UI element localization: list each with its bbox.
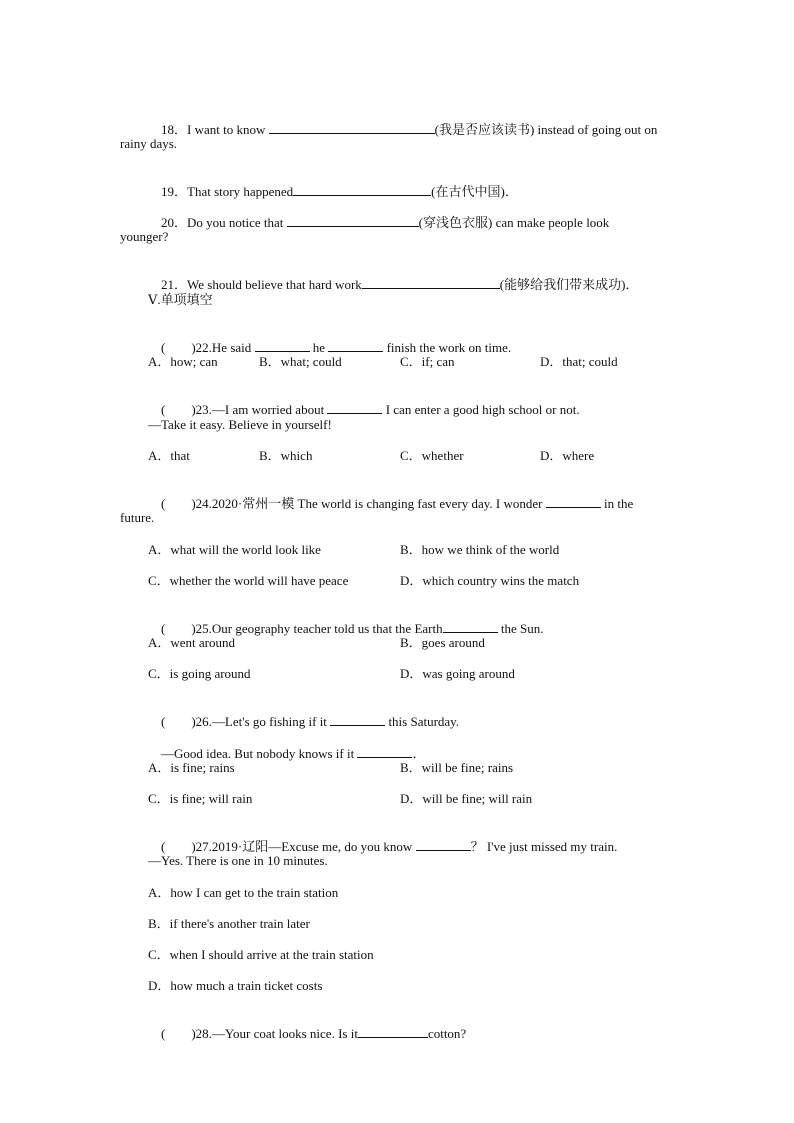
question-24 bbox=[148, 479, 633, 528]
question-text: That story happened bbox=[187, 184, 294, 199]
answer-blank[interactable] bbox=[293, 183, 431, 196]
chinese-hint: (穿浅色衣服) bbox=[418, 215, 493, 230]
option-c[interactable]: C．is fine; will rain bbox=[148, 791, 253, 806]
question-continuation: future. bbox=[120, 510, 155, 525]
question-number: 19． bbox=[161, 184, 188, 199]
option-c[interactable]: C．whether the world will have peace bbox=[148, 573, 349, 588]
option-d[interactable]: D．was going around bbox=[400, 666, 515, 681]
answer-paren[interactable]: ( ) bbox=[161, 340, 196, 355]
option-a[interactable]: A．how; can bbox=[148, 354, 218, 369]
question-text: 24.2020·常州一模 The world is changing fast every day. I wonder bbox=[195, 496, 546, 511]
option-c[interactable]: C．if; can bbox=[400, 354, 455, 369]
answer-blank bbox=[255, 339, 310, 352]
answer-paren[interactable]: ( ) bbox=[161, 402, 196, 417]
question-number: 18． bbox=[161, 122, 188, 137]
option-b[interactable]: B．if there's another train later bbox=[148, 916, 310, 931]
answer-blank bbox=[327, 401, 382, 414]
reply-text: ． bbox=[412, 746, 426, 761]
option-a[interactable]: A．that bbox=[148, 448, 190, 463]
question-21 bbox=[148, 260, 638, 309]
answer-blank bbox=[358, 1025, 428, 1038]
dialogue-reply: —Take it easy. Believe in yourself! bbox=[148, 417, 332, 432]
option-c[interactable]: C．is going around bbox=[148, 666, 251, 681]
answer-blank bbox=[416, 838, 471, 851]
answer-blank[interactable] bbox=[362, 276, 500, 289]
question-text: 28.—Your coat looks nice. Is it bbox=[195, 1026, 358, 1041]
question-text: 26.—Let's go fishing if it bbox=[195, 714, 331, 729]
answer-blank[interactable] bbox=[287, 214, 419, 227]
question-text: 22.He said bbox=[195, 340, 255, 355]
question-text: 25.Our geography teacher told us that the Earth bbox=[195, 621, 443, 636]
chinese-hint: (在古代中国)． bbox=[431, 184, 518, 199]
question-18 bbox=[148, 105, 657, 154]
option-a[interactable]: A．how I can get to the train station bbox=[148, 885, 339, 900]
section-heading: Ⅴ.单项填空 bbox=[148, 292, 213, 307]
question-continuation: rainy days. bbox=[120, 136, 178, 151]
chinese-hint: (我是否应该读书) bbox=[434, 122, 535, 137]
reply-text: —Good idea. But nobody knows if it bbox=[161, 746, 358, 761]
question-text: We should believe that hard work bbox=[187, 277, 362, 292]
option-d[interactable]: D．which country wins the match bbox=[400, 573, 580, 588]
option-b[interactable]: B．will be fine; rains bbox=[400, 760, 514, 775]
option-a[interactable]: A．what will the world look like bbox=[148, 542, 321, 557]
question-continuation: younger? bbox=[120, 229, 169, 244]
answer-paren[interactable]: ( ) bbox=[161, 714, 196, 729]
question-text: can make people look bbox=[492, 215, 610, 230]
option-a[interactable]: A．went around bbox=[148, 635, 236, 650]
option-c[interactable]: C．whether bbox=[400, 448, 464, 463]
option-b[interactable]: B．what; could bbox=[259, 354, 342, 369]
chinese-hint: (能够给我们带来成功)． bbox=[499, 277, 639, 292]
question-20 bbox=[148, 198, 609, 247]
answer-blank bbox=[443, 620, 498, 633]
question-number: 20． bbox=[161, 215, 188, 230]
answer-paren[interactable]: ( ) bbox=[161, 496, 196, 511]
question-text: I want to know bbox=[187, 122, 269, 137]
question-text: finish the work on time. bbox=[383, 340, 512, 355]
question-text: cotton? bbox=[427, 1026, 467, 1041]
question-text: Do you notice that bbox=[187, 215, 287, 230]
question-text: the Sun. bbox=[497, 621, 544, 636]
answer-paren[interactable]: ( ) bbox=[161, 1026, 196, 1041]
question-text: 27.2019·辽阳—Excuse me, do you know bbox=[195, 839, 416, 854]
question-text: he bbox=[309, 340, 329, 355]
answer-blank bbox=[546, 495, 601, 508]
question-text: instead of going out on bbox=[534, 122, 658, 137]
option-d[interactable]: D．that; could bbox=[540, 354, 618, 369]
answer-blank bbox=[328, 339, 383, 352]
option-d[interactable]: D．where bbox=[540, 448, 595, 463]
option-b[interactable]: B．goes around bbox=[400, 635, 485, 650]
question-text: in the bbox=[600, 496, 634, 511]
dialogue-reply: —Yes. There is one in 10 minutes. bbox=[148, 853, 328, 868]
option-d[interactable]: D．will be fine; will rain bbox=[400, 791, 533, 806]
option-c[interactable]: C．when I should arrive at the train station bbox=[148, 947, 374, 962]
question-number: 21． bbox=[161, 277, 188, 292]
option-a[interactable]: A．is fine; rains bbox=[148, 760, 235, 775]
option-b[interactable]: B．how we think of the world bbox=[400, 542, 560, 557]
answer-paren[interactable]: ( ) bbox=[161, 621, 196, 636]
question-text: this Saturday. bbox=[385, 714, 460, 729]
option-d[interactable]: D．how much a train ticket costs bbox=[148, 978, 323, 993]
question-text: ？ I've just missed my train. bbox=[470, 839, 618, 854]
question-text: I can enter a good high school or not. bbox=[382, 402, 580, 417]
question-text: 23.—I am worried about bbox=[195, 402, 328, 417]
answer-blank bbox=[330, 713, 385, 726]
option-b[interactable]: B．which bbox=[259, 448, 313, 463]
answer-paren[interactable]: ( ) bbox=[161, 839, 196, 854]
answer-blank bbox=[357, 745, 412, 758]
question-28 bbox=[148, 1009, 466, 1058]
answer-blank[interactable] bbox=[269, 121, 435, 134]
